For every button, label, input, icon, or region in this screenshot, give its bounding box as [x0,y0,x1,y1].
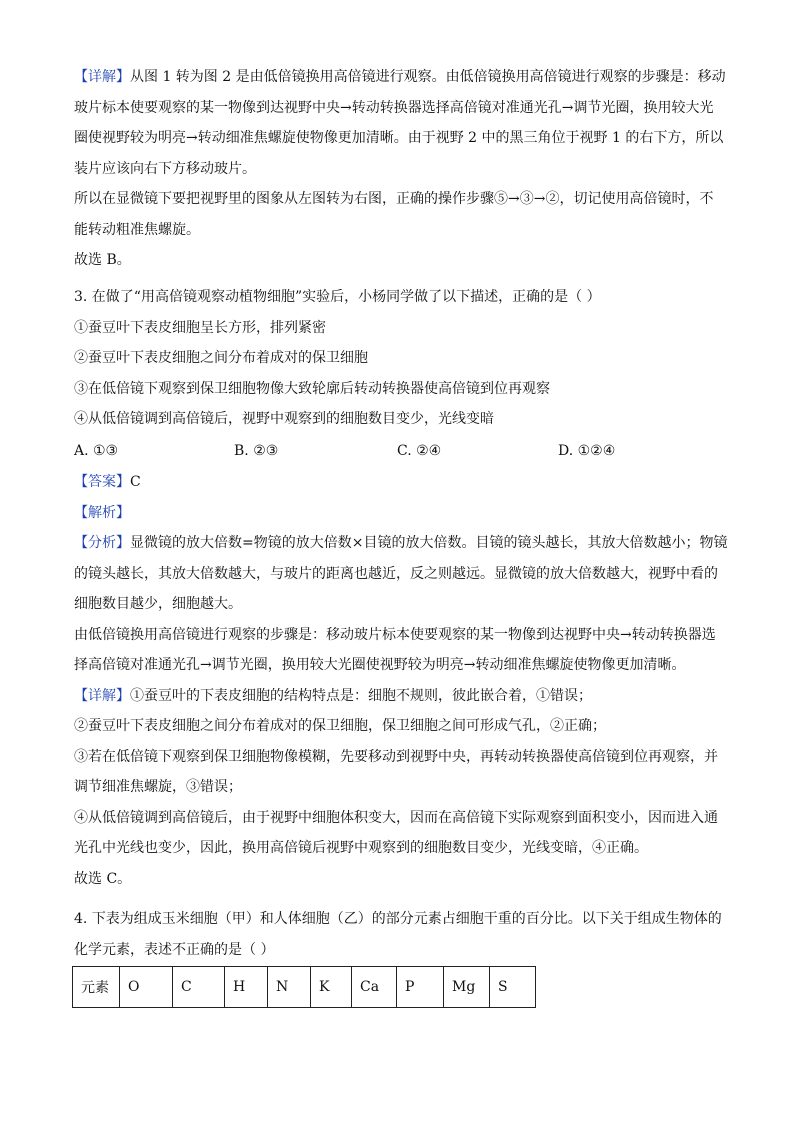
text-line: ④从低倍镜调到高倍镜后，由于视野中细胞体积变大，因而在高倍镜下实际观察到面积变小，因而进入通 [74,809,718,826]
text-line: 圈使视野较为明亮→转动细准焦螺旋使物像更加清晰。由于视野 2 中的黑三角位于视野 1 的右下方，所以 [74,130,724,146]
fenxi-tag: 【分析】 [74,535,130,551]
q3-solution [74,467,728,894]
answer-line [74,467,722,498]
answer-value: C [130,474,141,490]
table-cell: N [268,967,311,1008]
answer-line: 故选 B。 [74,252,131,268]
text-line: 【分析】显微镜的放大倍数=物镜的放大倍数×目镜的放大倍数。目镜的镜头越长，其放大倍数越小；物镜 [74,535,728,551]
table-cell: Ca [352,967,397,1008]
text-line: 细胞数目越少，细胞越大。 [74,596,242,612]
detail-tag: 【详解】 [74,69,130,85]
detail-tag: 【详解】 [74,687,130,704]
analysis-heading: 【解析】 [74,504,130,521]
table-cell: O [120,967,173,1008]
table-cell: 元素 [73,967,120,1008]
question-stem: 化学元素，表述不正确的是（ ） [74,941,275,958]
question-3 [74,282,722,435]
text-line: 择高倍镜对准通光孔→调节光圈，换用较大光圈使视野较为明亮→转动细准焦螺旋使物像更加清晰。 [74,657,686,673]
table-row [73,967,536,1008]
text-line: ③若在低倍镜下观察到保卫细胞物像模糊，先要移动到视野中央，再转动转换器使高倍镜到位再观察，并 [74,748,718,765]
q2-detail [74,62,726,276]
answer-tag: 【答案】 [74,474,130,490]
table-cell: C [173,967,225,1008]
statement-2: ②蚕豆叶下表皮细胞之间分布着成对的保卫细胞 [74,350,368,366]
answer-line: 故选 C。 [74,870,132,887]
table-cell: Mg [444,967,490,1008]
question-stem: 3. 在做了“用高倍镜观察动植物细胞”实验后，小杨同学做了以下描述，正确的是（ ） [74,289,601,305]
table-cell: H [225,967,268,1008]
text-line: 装片应该向右下方移动玻片。 [74,160,256,177]
text-line: 的镜头越长，其放大倍数越大，与玻片的距离也越近，反之则越远。显微镜的放大倍数越大，视野中看的 [74,565,718,582]
text-line: 调节细准焦螺旋，③错误； [74,779,242,795]
text-line: ②蚕豆叶下表皮细胞之间分布着成对的保卫细胞，保卫细胞之间可形成气孔，②正确； [74,718,606,734]
statement-4: ④从低倍镜调到高倍镜后，视野中观察到的细胞数目变少，光线变暗 [74,411,494,427]
statement-1: ①蚕豆叶下表皮细胞呈长方形，排列紧密 [74,319,326,336]
table-cell: K [311,967,352,1008]
option-a: A. ①③ [74,443,119,459]
question-stem: 4. 下表为组成玉米细胞（甲）和人体细胞（乙）的部分元素占细胞干重的百分比。以下关于组成生物体的 [74,911,722,927]
text-line: 光孔中光线也变少，因此，换用高倍镜后视野中观察到的细胞数目变少，光线变暗，④正确。 [74,840,648,856]
text-line: 能转动粗准焦螺旋。 [74,221,200,238]
element-table [72,966,536,1008]
table-cell: S [490,967,536,1008]
q3-options [74,436,722,466]
option-b: B. ②③ [234,443,279,459]
text-line: 【详解】从图 1 转为图 2 是由低倍镜换用高倍镜进行观察。由低倍镜换用高倍镜进行观察的步骤是：移动 [74,69,726,85]
option-c: C. ②④ [397,443,442,459]
text-line: 玻片标本使要观察的某一物像到达视野中央→转动转换器选择高倍镜对准通光孔→调节光圈，换用较大光 [74,99,714,116]
option-d: D. ①②④ [558,443,616,459]
question-4 [74,904,722,965]
text-line: 由低倍镜换用高倍镜进行观察的步骤是：移动玻片标本使要观察的某一物像到达视野中央→转动转换器选 [74,626,716,643]
table-cell: P [397,967,444,1008]
statement-3: ③在低倍镜下观察到保卫细胞物像大致轮廓后转动转换器使高倍镜到位再观察 [74,380,550,397]
text-line: 【详解】①蚕豆叶的下表皮细胞的结构特点是：细胞不规则，彼此嵌合着，①错误； [74,687,592,704]
text-line: 所以在显微镜下要把视野里的图象从左图转为右图，正确的操作步骤⑤→③→②，切记使用高倍镜时，不 [74,191,714,207]
